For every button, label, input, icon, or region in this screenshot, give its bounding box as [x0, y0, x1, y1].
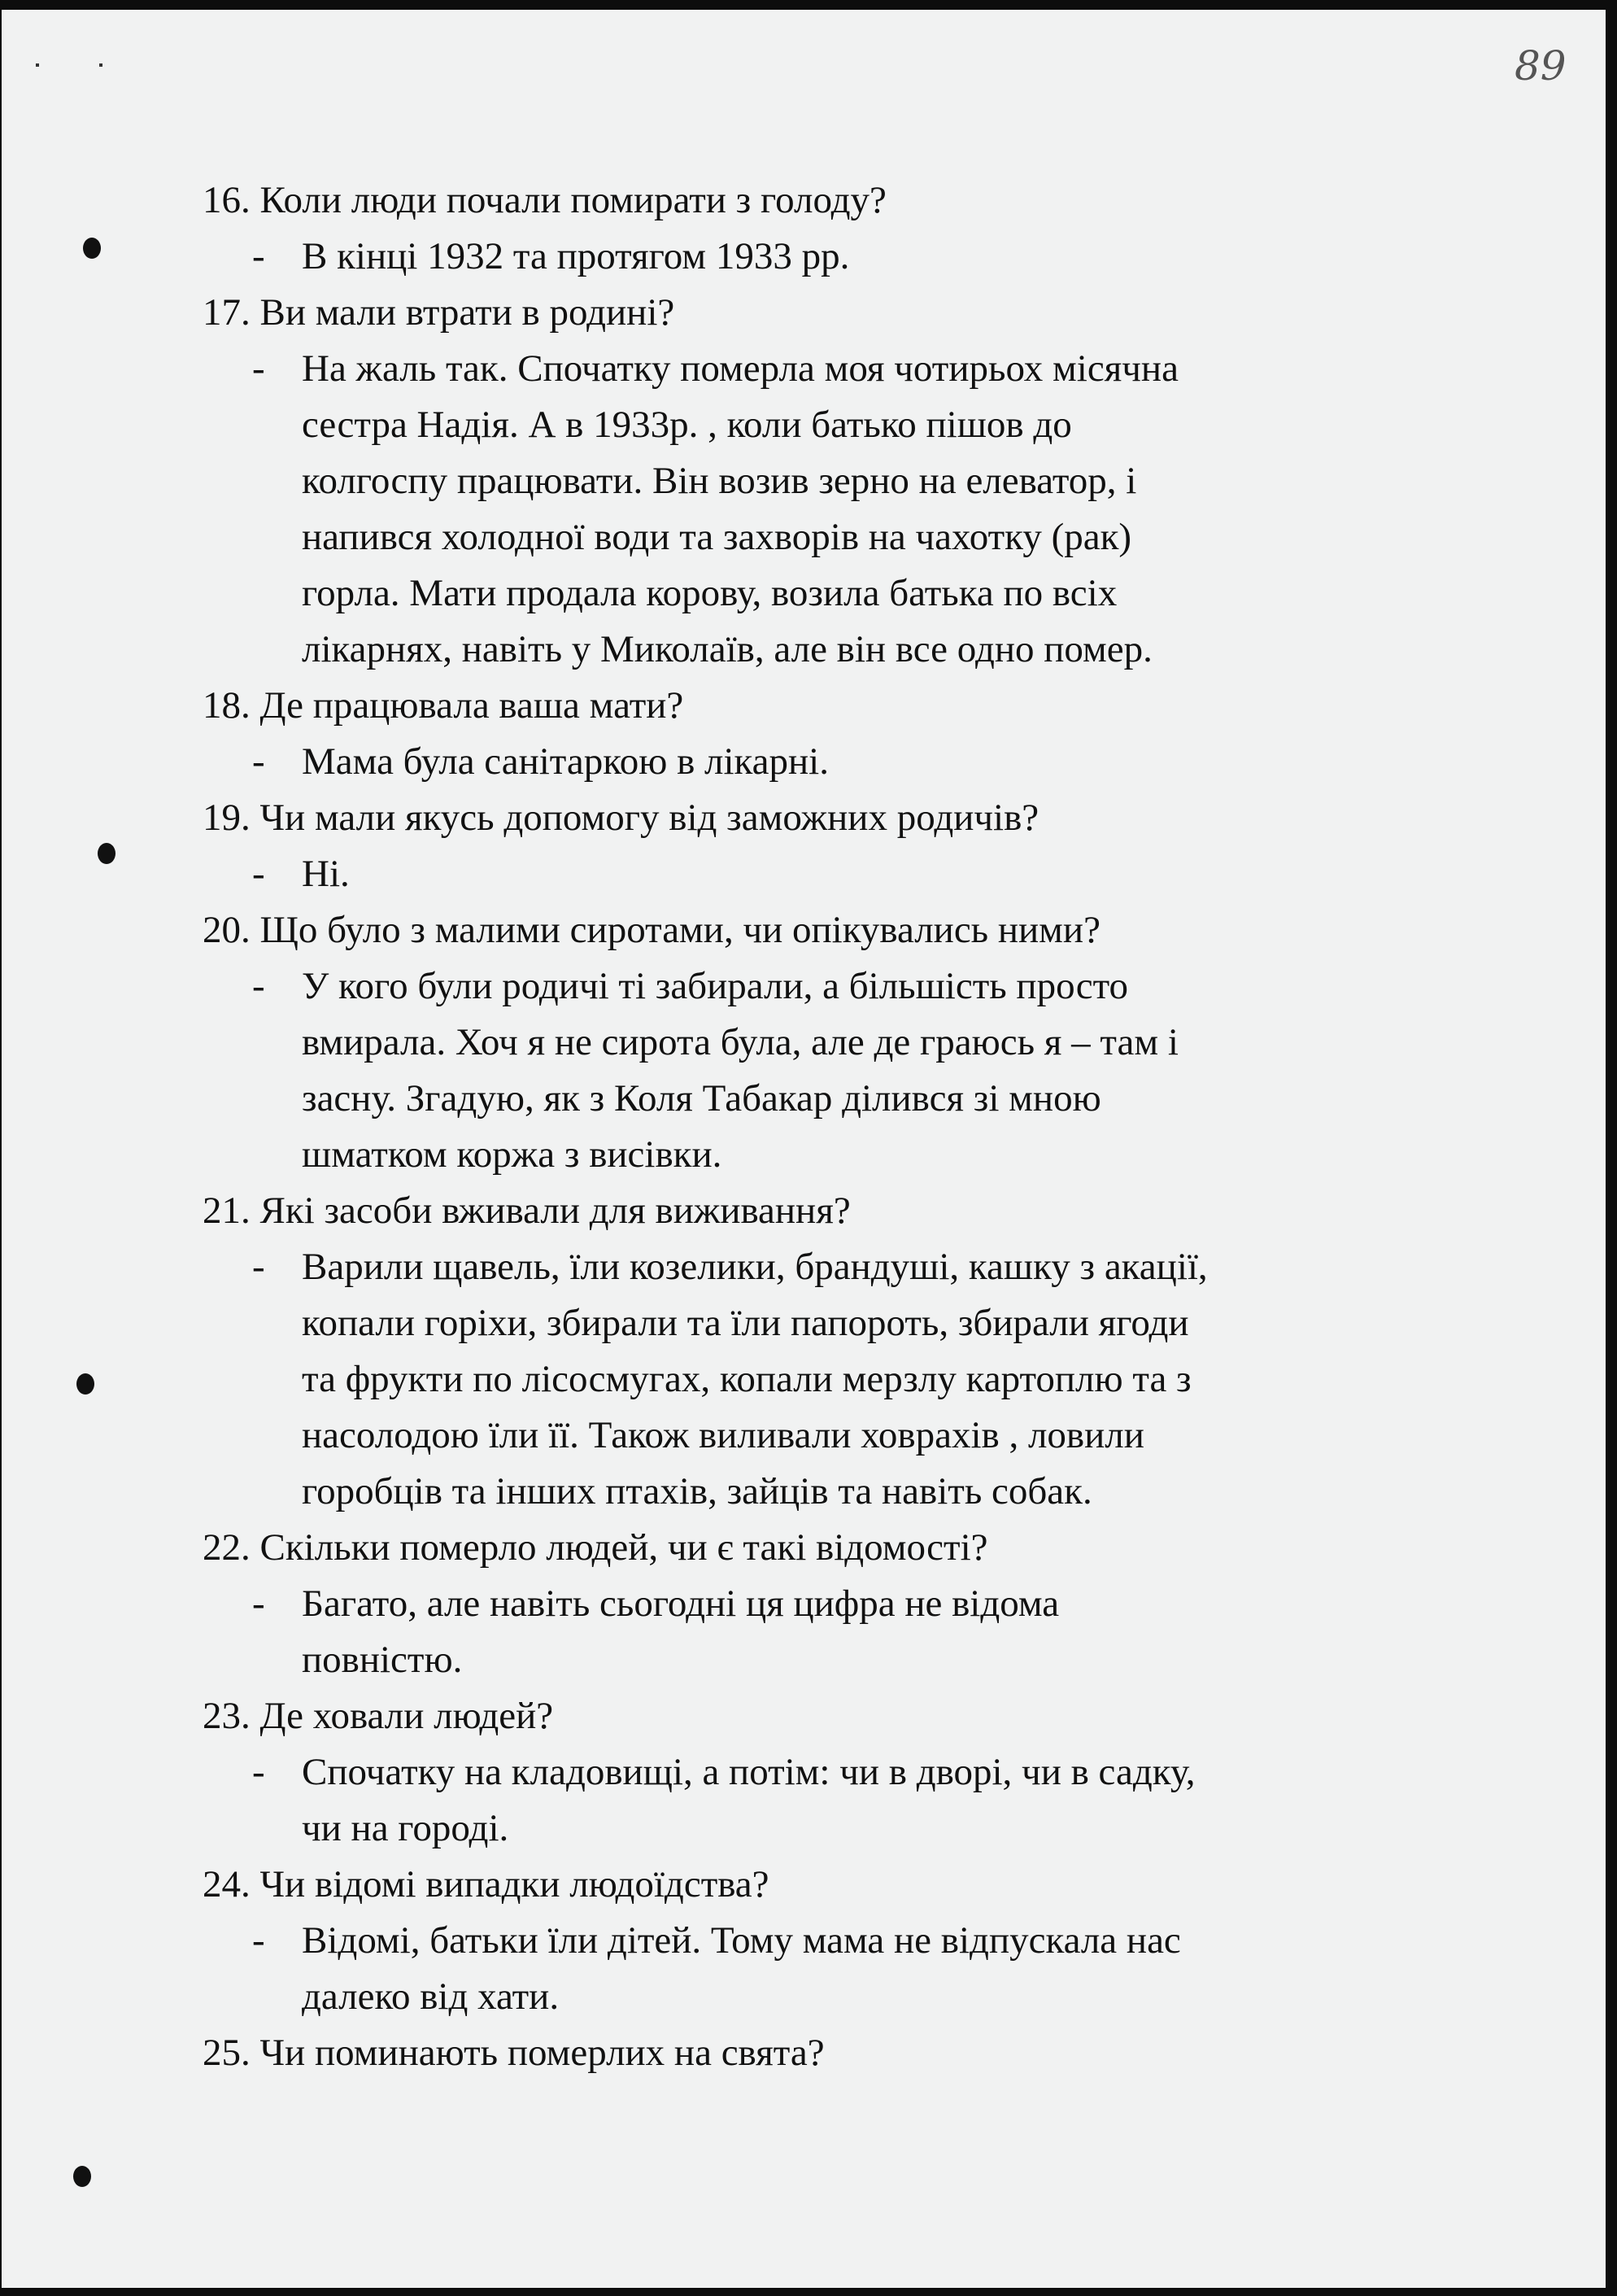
punch-hole	[73, 2166, 91, 2187]
answer-line	[2, 1015, 1606, 1071]
answer-text: горобців та інших птахів, зайців та навіть собак.	[302, 1470, 1092, 1512]
answer-line	[2, 1127, 1606, 1183]
answer-line	[2, 1913, 1606, 1969]
speck	[99, 63, 102, 67]
answer-text: В кінці 1932 та протягом 1933 рр.	[302, 235, 850, 277]
answer-text: напився холодної води та захворів на чахотку (рак)	[302, 516, 1132, 558]
answer-text: Мама була санітаркою в лікарні.	[302, 740, 829, 783]
answer-line	[2, 846, 1606, 902]
question: 17. Ви мали втрати в родині?	[203, 291, 675, 334]
question: 22. Скільки померло людей, чи є такі відомості?	[203, 1526, 988, 1569]
answer-dash: -	[252, 235, 265, 277]
question: 19. Чи мали якусь допомогу від заможних родичів?	[203, 797, 1040, 839]
question: 25. Чи поминають померлих на свята?	[203, 2032, 825, 2074]
answer-dash: -	[252, 740, 265, 783]
answer-line	[2, 1464, 1606, 1520]
answer-line	[2, 1351, 1606, 1408]
question: 24. Чи відомі випадки людоїдства?	[203, 1863, 769, 1905]
answer-line	[2, 397, 1606, 453]
answer-dash: -	[252, 1919, 265, 1962]
answer-text: лікарнях, навіть у Миколаїв, але він все одно помер.	[302, 628, 1153, 670]
answer-text: повністю.	[302, 1639, 463, 1681]
answer-text: На жаль так. Спочатку померла моя чотирьох місячна	[302, 347, 1179, 390]
question: 23. Де ховали людей?	[203, 1695, 554, 1737]
answer-line	[2, 1576, 1606, 1632]
speck	[36, 63, 39, 67]
answer-line	[2, 229, 1606, 285]
answer-line	[2, 1295, 1606, 1351]
answer-line	[2, 1408, 1606, 1464]
answer-dash: -	[252, 1751, 265, 1793]
answer-dash: -	[252, 853, 265, 895]
question: 16. Коли люди почали помирати з голоду?	[203, 179, 887, 221]
answer-text: чи на городі.	[302, 1807, 509, 1849]
answer-line	[2, 1239, 1606, 1295]
answer-line	[2, 1744, 1606, 1801]
question: 20. Що було з малими сиротами, чи опікувались ними?	[203, 909, 1101, 951]
answer-line	[2, 1632, 1606, 1688]
answer-dash: -	[252, 1246, 265, 1288]
answer-text: колгоспу працювати. Він возив зерно на елеватор, і	[302, 460, 1137, 502]
answer-line	[2, 1969, 1606, 2025]
answer-dash: -	[252, 347, 265, 390]
answer-text: сестра Надія. А в 1933р. , коли батько пішов до	[302, 404, 1072, 446]
answer-text: шматком коржа з висівки.	[302, 1133, 722, 1176]
answer-text: засну. Згадую, як з Коля Табакар ділився зі мною	[302, 1077, 1101, 1120]
answer-text: У кого були родичі ті забирали, а більшість просто	[302, 965, 1129, 1007]
answer-text: Ні.	[302, 853, 350, 895]
answer-line	[2, 509, 1606, 565]
answer-text: та фрукти по лісосмугах, копали мерзлу картоплю та з	[302, 1358, 1192, 1400]
answer-line	[2, 622, 1606, 678]
answer-line	[2, 341, 1606, 397]
answer-line	[2, 1071, 1606, 1127]
question: 18. Де працювала ваша мати?	[203, 684, 684, 727]
answer-text: далеко від хати.	[302, 1975, 560, 2018]
page-number: 89	[1515, 42, 1567, 89]
answer-dash: -	[252, 965, 265, 1007]
answer-text: копали горіхи, збирали та їли папороть, збирали ягоди	[302, 1302, 1189, 1344]
answer-line	[2, 958, 1606, 1015]
answer-text: Варили щавель, їли козелики, брандуші, кашку з акації,	[302, 1246, 1208, 1288]
answer-text: Багато, але навіть сьогодні ця цифра не відома	[302, 1582, 1060, 1625]
answer-line	[2, 453, 1606, 509]
answer-line	[2, 1801, 1606, 1857]
answer-text: вмирала. Хоч я не сирота була, але де граюсь я – там і	[302, 1021, 1179, 1063]
question: 21. Які засоби вживали для виживання?	[203, 1189, 851, 1232]
answer-text: Відомі, батьки їли дітей. Тому мама не відпускала нас	[302, 1919, 1181, 1962]
interview-questions	[2, 172, 1606, 2081]
answer-text: Спочатку на кладовищі, а потім: чи в дворі, чи в садку,	[302, 1751, 1196, 1793]
answer-dash: -	[252, 1582, 265, 1625]
answer-line	[2, 565, 1606, 622]
answer-text: горла. Мати продала корову, возила батька по всіх	[302, 572, 1118, 614]
answer-text: насолодою їли її. Також виливали ховрахів , ловили	[302, 1414, 1144, 1456]
document-page	[2, 10, 1606, 2288]
answer-line	[2, 734, 1606, 790]
